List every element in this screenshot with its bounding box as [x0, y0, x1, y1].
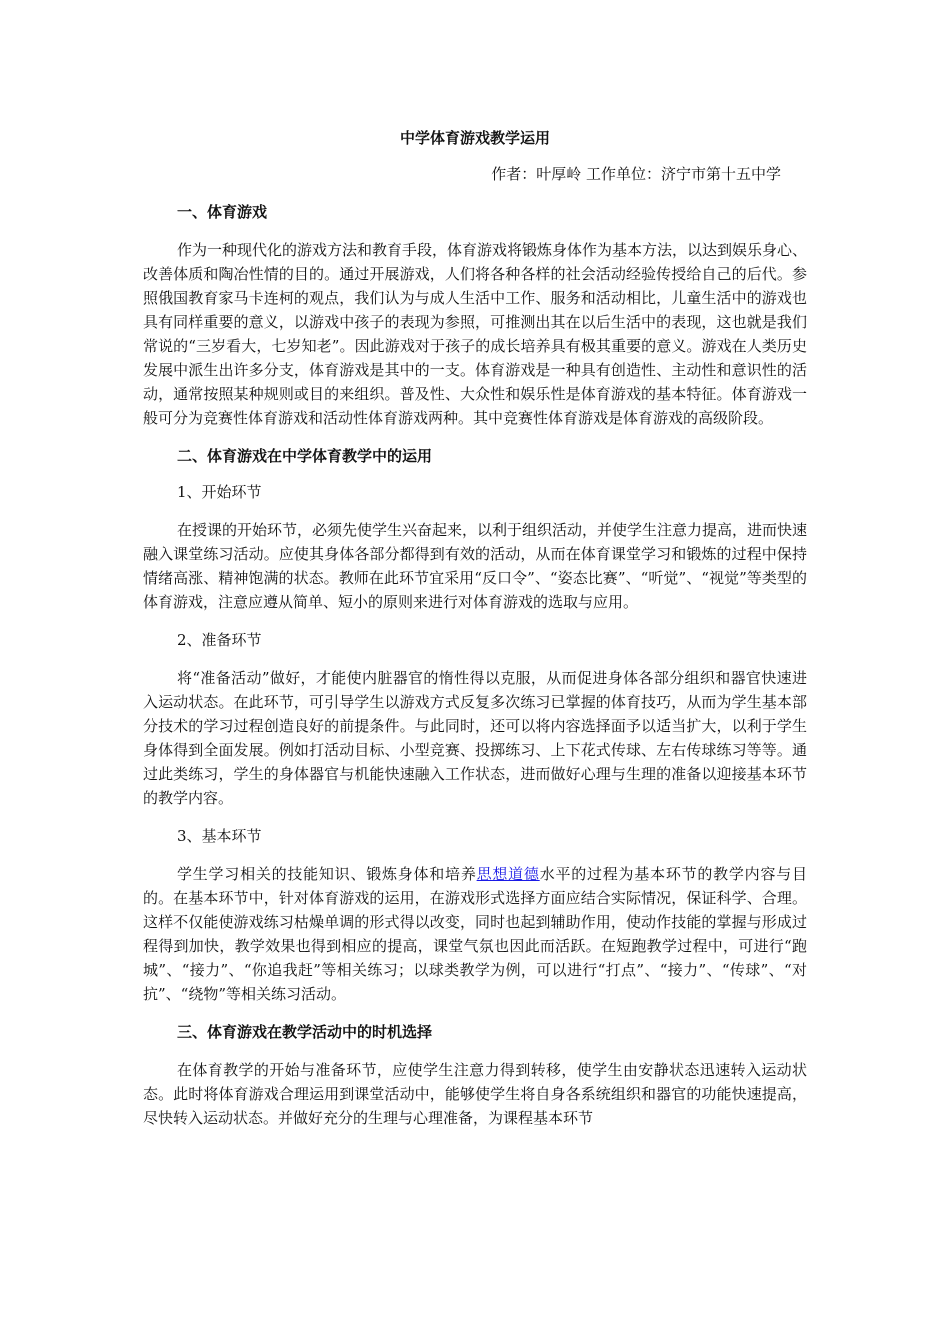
section-heading-3: 三、体育游戏在教学活动中的时机选择 [177, 1023, 433, 1041]
subsection-heading-prepare: 2、准备环节 [177, 631, 262, 649]
subsection-basic-paragraph [143, 862, 807, 1006]
subsection-heading-basic: 3、基本环节 [177, 827, 262, 845]
author-line: 作者：叶厚岭 工作单位：济宁市第十五中学 [491, 165, 781, 183]
section-heading-2: 二、体育游戏在中学体育教学中的运用 [177, 447, 433, 465]
document-page [143, 128, 807, 1146]
subsection-prepare-paragraph: 将“准备活动”做好，才能使内脏器官的惰性得以克服，从而促进身体各部分组织和器官快速进入运动状态。在此环节，可引导学生以游戏方式反复多次练习已掌握的体育技巧，从而为学生基本部分技术的学习过程创造良好的前提条件。与此同时，还可以将内容选择面予以适当扩大，以利于学生身体得到全面发展。例如打活动目标、小型竞赛、投掷练习、上下花式传球、左右传球练习等等。通过此类练习，学生的身体器官与机能快速融入工作状态，进而做好心理与生理的准备以迎接基本环节的教学内容。 [143, 669, 807, 807]
basic-paragraph-text-end: 水平的过程为基本环节的教学内容与目的。在基本环节中，针对体育游戏的运用，在游戏形式选择方面应结合实际情况，保证科学、合理。这样不仅能使游戏练习枯燥单调的形式得以改变，同时也起到辅助作用，使动作技能的掌握与形成过程得到加快，教学效果也得到相应的提高，课堂气氛也因此而活跃。在短跑教学过程中，可进行“跑城”、“接力”、“你追我赶”等相关练习；以球类教学为例，可以进行“打点”、“接力”、“传球”、“对抗”、“绕物”等相关练习活动。 [143, 865, 807, 1003]
document-title: 中学体育游戏教学运用 [399, 129, 550, 147]
section-3-paragraph: 在体育教学的开始与准备环节，应使学生注意力得到转移，使学生由安静状态迅速转入运动状态。此时将体育游戏合理运用到课堂活动中，能够使学生将自身各系统组织和器官的功能快速提高，尽快转入运动状态。并做好充分的生理与心理准备，为课程基本环节 [143, 1061, 807, 1127]
moral-education-link[interactable]: 思想道德 [476, 865, 540, 883]
subsection-start-paragraph: 在授课的开始环节，必须先使学生兴奋起来，以利于组织活动，并使学生注意力提高，进而快速融入课堂练习活动。应使其身体各部分都得到有效的活动，从而在体育课堂学习和锻炼的过程中保持情绪高涨、精神饱满的状态。教师在此环节宜采用“反口令”、“姿态比赛”、“听觉”、“视觉”等类型的体育游戏，注意应遵从简单、短小的原则来进行对体育游戏的选取与应用。 [143, 521, 808, 611]
section-heading-1: 一、体育游戏 [177, 203, 268, 221]
section-1-paragraph: 作为一种现代化的游戏方法和教育手段，体育游戏将锻炼身体作为基本方法，以达到娱乐身心、改善体质和陶冶性情的目的。通过开展游戏，人们将各种各样的社会活动经验传授给自己的后代。参照俄国教育家马卡连柯的观点，我们认为与成人生活中工作、服务和活动相比，儿童生活中的游戏也具有同样重要的意义，以游戏中孩子的表现为参照，可推测出其在以后生活中的表现，这也就是我们常说的“三岁看大，七岁知老”。因此游戏对于孩子的成长培养具有极其重要的意义。游戏在人类历史发展中派生出许多分支，体育游戏是其中的一支。体育游戏是一种具有创造性、主动性和意识性的活动，通常按照某种规则或目的来组织。普及性、大众性和娱乐性是体育游戏的基本特征。体育游戏一般可分为竞赛性体育游戏和活动性体育游戏两种。其中竞赛性体育游戏是体育游戏的高级阶段。 [143, 241, 808, 427]
basic-paragraph-text-start: 学生学习相关的技能知识、锻炼身体和培养 [177, 865, 477, 883]
subsection-heading-start: 1、开始环节 [177, 483, 262, 501]
